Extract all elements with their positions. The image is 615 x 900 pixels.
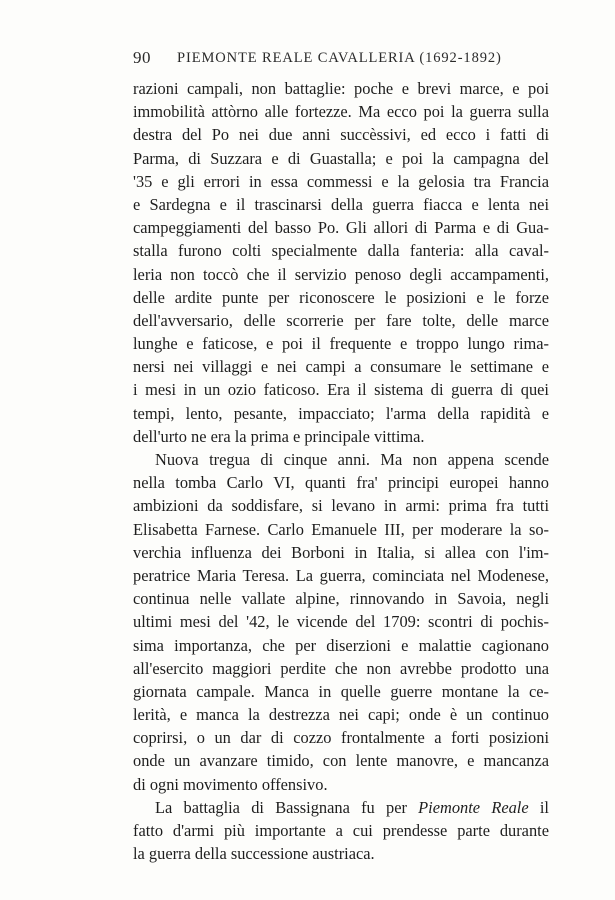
text-line bbox=[133, 796, 549, 819]
text-line: lerità, e manca la destrezza nei capi; onde è un continuo bbox=[133, 705, 549, 725]
text-line: dell'urto ne era la prima e principale vittima. bbox=[133, 426, 425, 446]
text-line: e Sardegna e il trascinarsi della guerra fiacca e lenta nei bbox=[133, 194, 549, 214]
text-line: all'esercito maggiori perdite che non avrebbe prodotto una bbox=[133, 658, 549, 678]
text-line: di ogni movimento offensivo. bbox=[133, 774, 328, 794]
text-line: delle ardite punte per riconoscere le posizioni e le forze bbox=[133, 287, 549, 307]
page-number: 90 bbox=[133, 48, 151, 67]
text-line: '35 e gli errori in essa commessi e la gelosia tra Francia bbox=[133, 171, 549, 191]
text-line: destra del Po nei due anni succèssivi, ed ecco i fatti di bbox=[133, 125, 549, 145]
text-segment: il bbox=[528, 797, 549, 817]
text-line: nella tomba Carlo VI, quanti fra' principi europei hanno bbox=[133, 473, 549, 493]
text-line: continua nelle vallate alpine, rinnovando in Savoia, negli bbox=[133, 589, 549, 609]
text-line: ultimi mesi del '42, le vicende del 1709: scontri di pochis- bbox=[133, 612, 549, 632]
text-line: Nuova tregua di cinque anni. Ma non appena scende bbox=[155, 450, 549, 469]
text-line: ambizioni da soddisfare, si levano in armi: prima fra tutti bbox=[133, 496, 549, 516]
text-line: Parma, di Suzzara e di Guastalla; e poi la campagna del bbox=[133, 148, 549, 168]
text-line: stalla furono colti specialmente dalla fanteria: alla caval- bbox=[133, 241, 549, 261]
running-title: PIEMONTE REALE CAVALLERIA (1692-1892) bbox=[177, 50, 502, 66]
text-line: giornata campale. Manca in quelle guerre montane la ce- bbox=[133, 681, 549, 701]
text-line: leria non toccò che il servizio penoso degli accampamenti, bbox=[133, 264, 549, 284]
body-text bbox=[133, 77, 549, 865]
text-line: nersi nei villaggi e nei campi a consumare le settimane e bbox=[133, 357, 549, 377]
text-line: fatto d'armi più importante a cui prendesse parte durante bbox=[133, 821, 549, 840]
regiment-name: Piemonte Reale bbox=[418, 797, 529, 817]
text-line: campeggiamenti del basso Po. Gli allori di Parma e di Gua- bbox=[133, 218, 549, 238]
paragraph-1 bbox=[133, 77, 549, 448]
text-segment: La battaglia di Bassignana fu per bbox=[155, 797, 419, 817]
page-header bbox=[133, 48, 549, 70]
text-line: peratrice Maria Teresa. La guerra, cominciata nel Modenese, bbox=[133, 565, 549, 585]
text-line: razioni campali, non battaglie: poche e brevi marce, e poi bbox=[133, 79, 549, 98]
text-line: Elisabetta Farnese. Carlo Emanuele III, per moderare la so- bbox=[133, 519, 549, 539]
text-line: i mesi in un ozio faticoso. Era il sistema di guerra di quei bbox=[133, 380, 549, 400]
text-line: la guerra della successione austriaca. bbox=[133, 844, 375, 864]
paragraph-3 bbox=[133, 796, 549, 866]
text-line: sima importanza, che per diserzioni e malattie cagionano bbox=[133, 635, 549, 655]
text-line: onde un avanzare timido, con lente manovre, e mancanza bbox=[133, 751, 549, 771]
paragraph-2 bbox=[133, 448, 549, 796]
text-line: verchia influenza dei Borboni in Italia, si allea con l'im- bbox=[133, 542, 549, 562]
text-line: dell'avversario, delle scorrerie per fare tolte, delle marce bbox=[133, 310, 549, 330]
text-line: tempi, lento, pesante, impacciato; l'arma della rapidità e bbox=[133, 403, 549, 423]
text-line: immobilità attòrno alle fortezze. Ma ecco poi la guerra sulla bbox=[133, 102, 549, 122]
text-line: coprirsi, o un dar di cozzo frontalmente a forti posizioni bbox=[133, 728, 549, 748]
text-line: lunghe e faticose, e poi il frequente e troppo lungo rima- bbox=[133, 334, 549, 354]
